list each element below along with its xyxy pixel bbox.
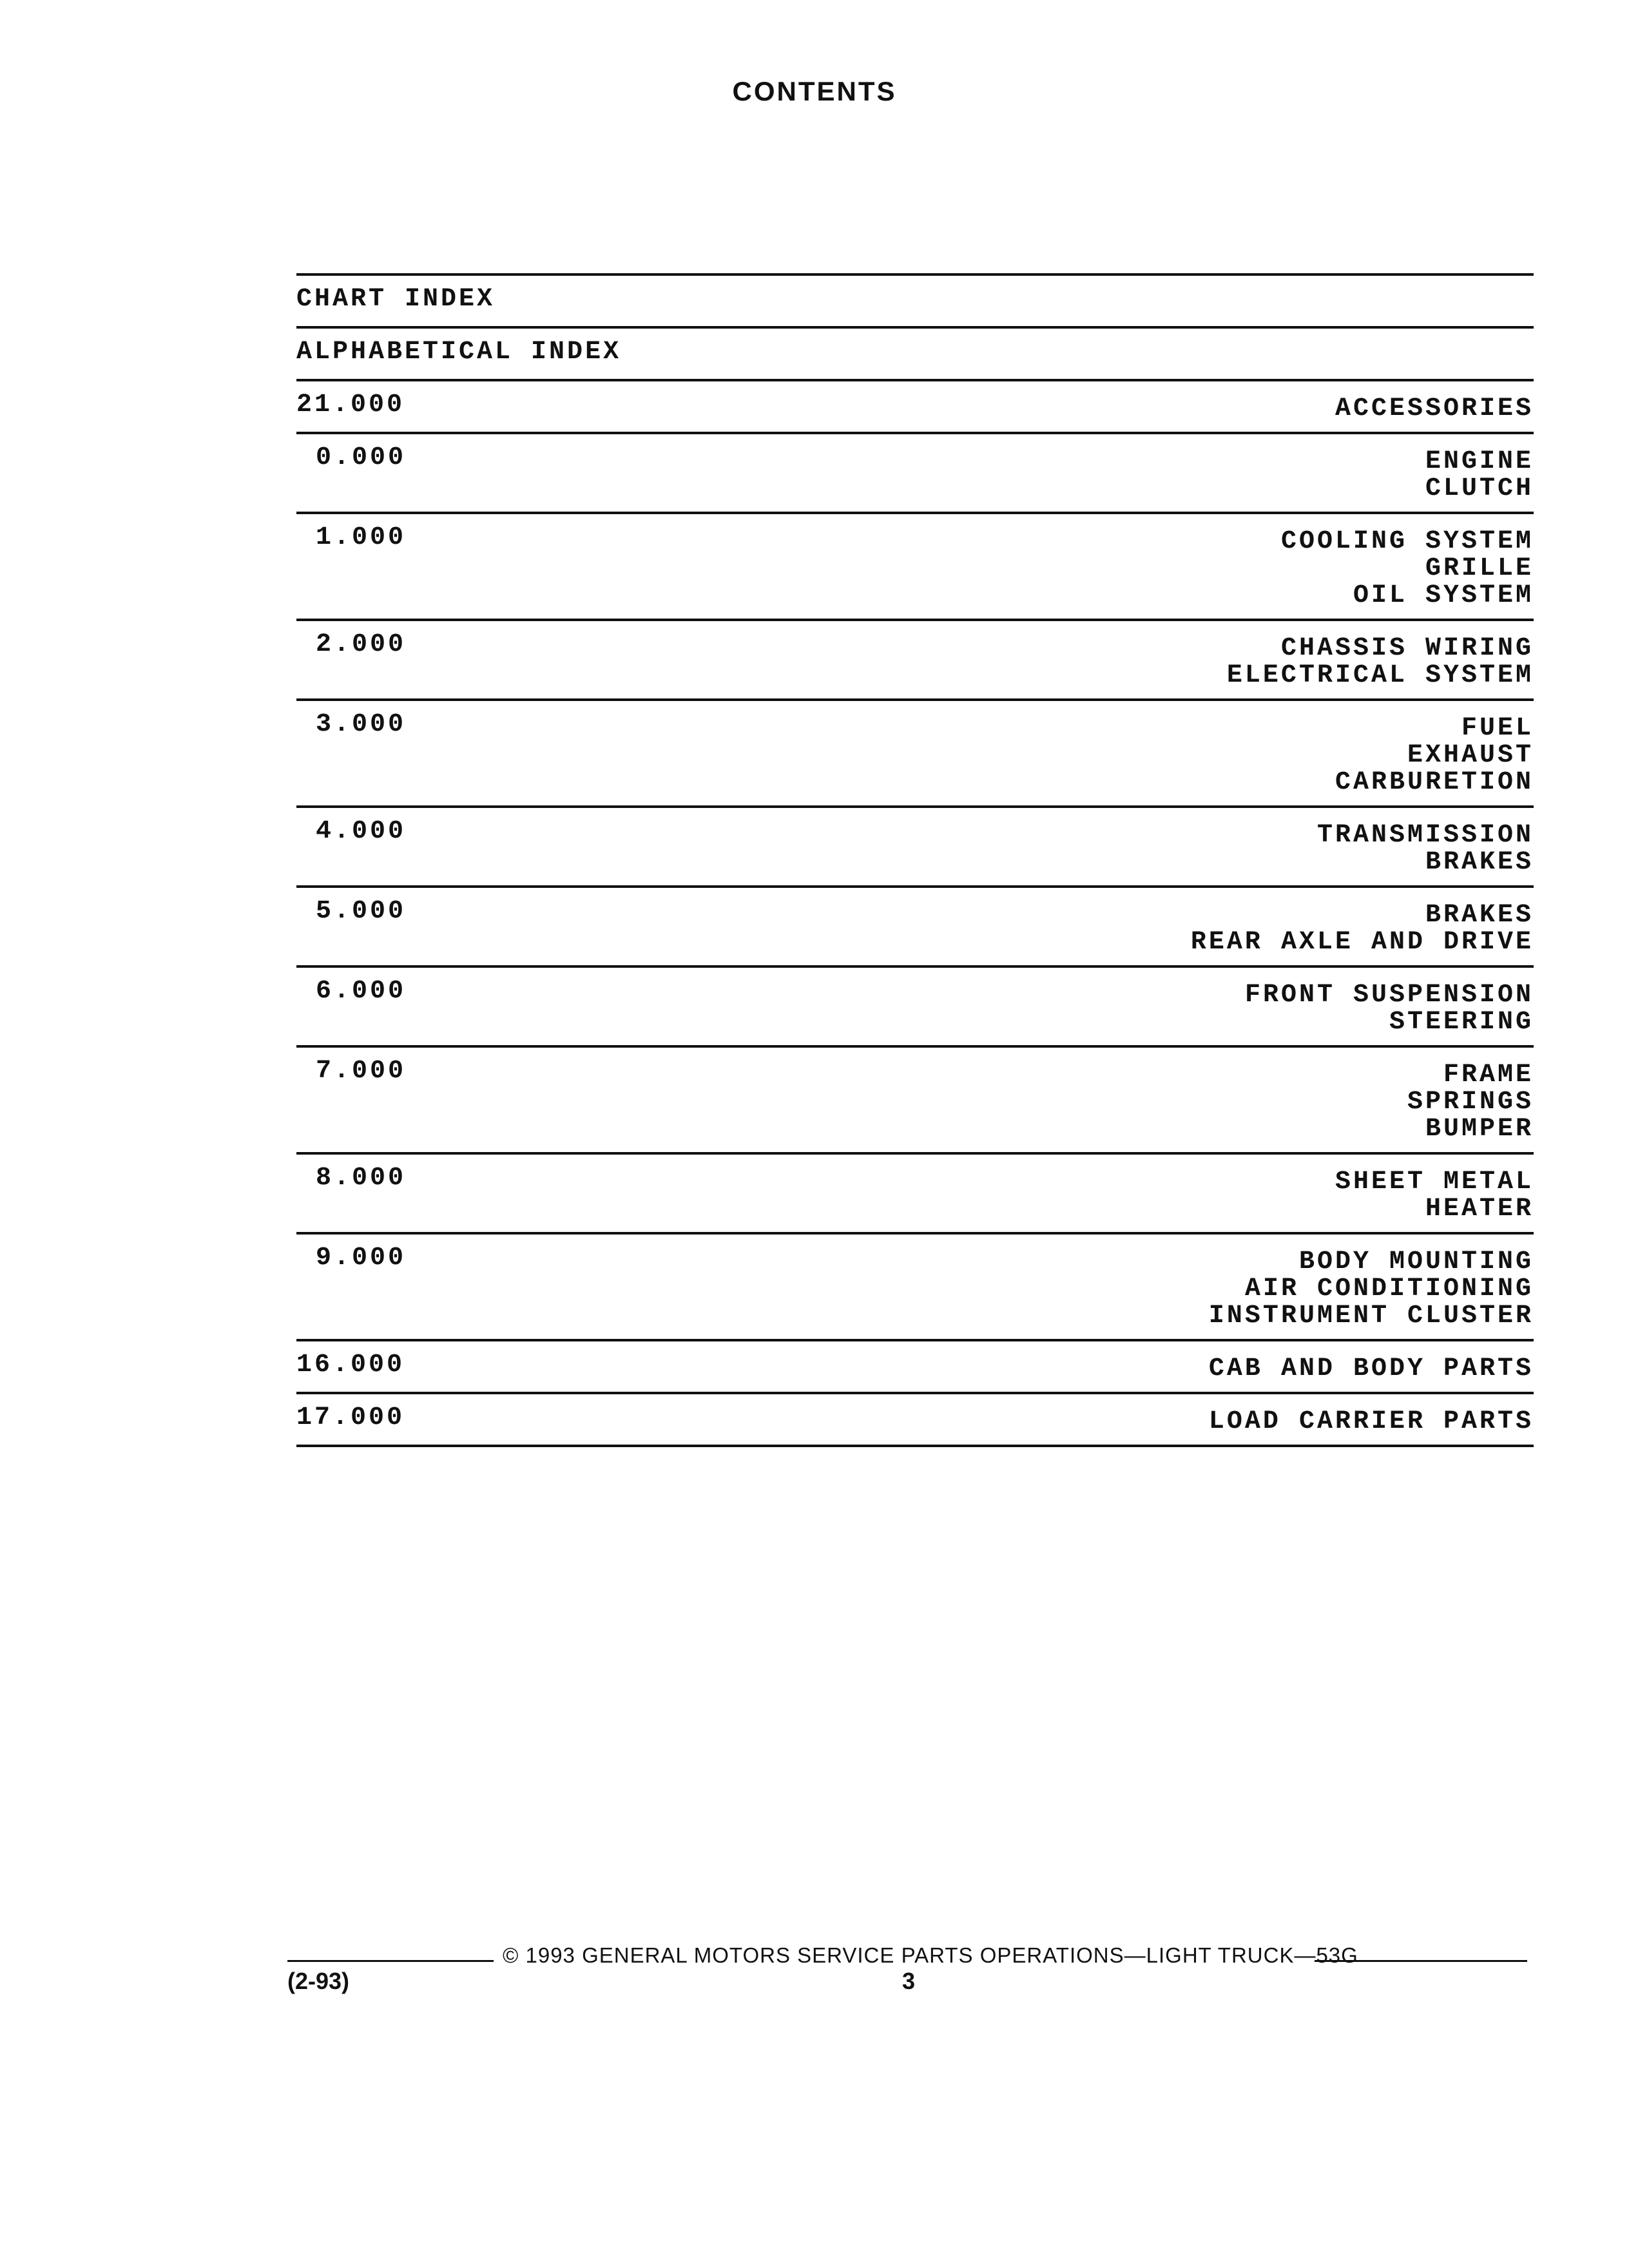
section-name: CAB AND BODY PARTS (1208, 1354, 1534, 1383)
section-number: 1.000 (316, 523, 407, 552)
section-name: TRANSMISSION (1316, 821, 1534, 850)
section-list (1335, 1169, 1534, 1223)
section-name: STEERING (1389, 1008, 1534, 1037)
contents-row[interactable] (296, 1048, 1534, 1155)
section-name: REAR AXLE AND DRIVE (1190, 928, 1534, 957)
section-list (1209, 1249, 1534, 1330)
section-list (1227, 635, 1534, 689)
section-number: 9.000 (316, 1244, 407, 1273)
section-number: 6.000 (316, 977, 407, 1006)
section-list (1407, 1062, 1534, 1143)
section-name: ACCESSORIES (1335, 394, 1534, 423)
contents-row[interactable] (296, 1341, 1534, 1394)
row-label: CHART INDEX (296, 285, 496, 314)
section-number: 4.000 (316, 817, 407, 846)
section-name: BUMPER (1425, 1115, 1534, 1144)
section-number: 7.000 (316, 1057, 407, 1086)
contents-row[interactable] (296, 808, 1534, 888)
section-number: 2.000 (316, 630, 407, 659)
section-list (1281, 528, 1534, 610)
section-list (1317, 822, 1534, 876)
contents-row[interactable] (296, 1394, 1534, 1447)
section-number: 3.000 (316, 710, 407, 739)
section-name: AIR CONDITIONING (1244, 1274, 1534, 1303)
contents-row[interactable] (296, 514, 1534, 621)
contents-row[interactable] (296, 621, 1534, 701)
section-name: BRAKES (1425, 848, 1534, 877)
section-name: BODY MOUNTING (1298, 1247, 1534, 1276)
section-name: SHEET METAL (1335, 1168, 1534, 1196)
section-name: FRAME (1443, 1061, 1534, 1090)
section-list (1425, 448, 1534, 503)
footer-rule-left (287, 1960, 494, 1962)
section-name: FUEL (1461, 714, 1534, 743)
section-list (1191, 902, 1534, 956)
section-list (1209, 1408, 1534, 1436)
section-number: 17.000 (296, 1403, 405, 1432)
page-title: CONTENTS (732, 76, 897, 106)
section-name: ENGINE (1425, 447, 1534, 476)
contents-row[interactable] (296, 381, 1534, 434)
section-name: GRILLE (1425, 554, 1534, 583)
contents-row[interactable] (296, 701, 1534, 808)
section-name: SPRINGS (1407, 1088, 1534, 1117)
section-list (1335, 715, 1534, 796)
section-name: HEATER (1425, 1195, 1534, 1224)
contents-row[interactable] (296, 1235, 1534, 1341)
contents-row[interactable] (296, 434, 1534, 514)
row-label: ALPHABETICAL INDEX (296, 338, 622, 367)
contents-row-chart-index[interactable] (296, 276, 1534, 329)
section-name: COOLING SYSTEM (1280, 527, 1534, 556)
contents-row[interactable] (296, 1155, 1534, 1235)
section-number: 21.000 (296, 390, 405, 419)
section-number: 0.000 (316, 443, 407, 472)
section-list (1245, 982, 1534, 1036)
section-name: BRAKES (1425, 901, 1534, 930)
section-number: 8.000 (316, 1164, 407, 1193)
section-list (1209, 1356, 1534, 1383)
section-name: ELECTRICAL SYSTEM (1226, 661, 1534, 690)
section-name: LOAD CARRIER PARTS (1208, 1407, 1534, 1436)
section-number: 16.000 (296, 1350, 405, 1379)
footer-copyright: © 1993 GENERAL MOTORS SERVICE PARTS OPERATIONS—LIGHT TRUCK—53G (503, 1943, 1358, 1967)
section-list (1335, 396, 1534, 423)
section-name: FRONT SUSPENSION (1244, 981, 1534, 1010)
section-name: OIL SYSTEM (1353, 581, 1534, 610)
footer-date-code: (2-93) (287, 1968, 350, 1994)
contents-row[interactable] (296, 968, 1534, 1048)
contents-table (296, 273, 1534, 1447)
footer-rule-right (1315, 1960, 1527, 1962)
section-name: CARBURETION (1335, 768, 1534, 797)
section-name: EXHAUST (1407, 741, 1534, 770)
section-name: CHASSIS WIRING (1280, 634, 1534, 663)
section-name: INSTRUMENT CLUSTER (1208, 1302, 1534, 1331)
section-name: CLUTCH (1425, 474, 1534, 503)
contents-row-alphabetical-index[interactable] (296, 329, 1534, 381)
section-number: 5.000 (316, 897, 407, 926)
page-number: 3 (901, 1968, 916, 1994)
contents-row[interactable] (296, 888, 1534, 968)
